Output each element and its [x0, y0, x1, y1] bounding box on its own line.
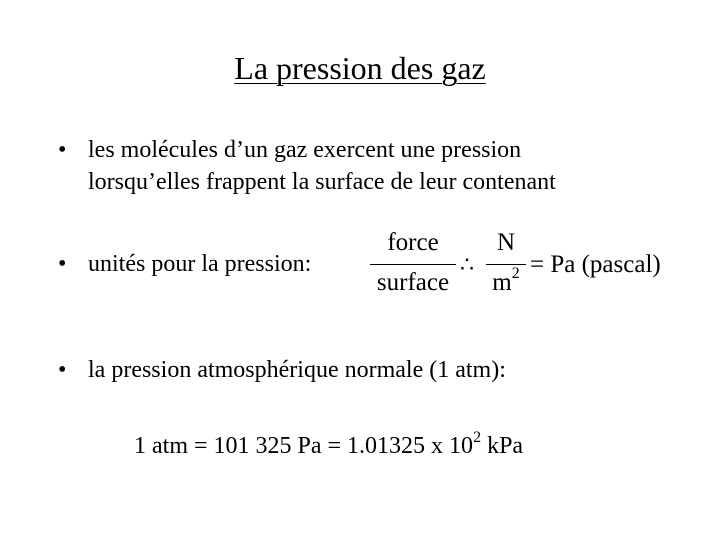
- bullet-line-1: les molécules d’un gaz exercent une pression: [88, 137, 522, 163]
- bullet-gas-pressure-definition: [58, 134, 698, 200]
- bullet-marker: •: [58, 357, 67, 383]
- fraction-numerator: N: [496, 229, 516, 256]
- denominator-base: m: [492, 269, 512, 296]
- equation-line: [134, 424, 523, 462]
- fraction-numerator: force: [387, 229, 439, 256]
- title-text: La pression des gaz: [234, 50, 486, 86]
- equation-main: 1 atm = 101 325 Pa = 1.01325 x 10: [134, 433, 474, 459]
- bullet-normal-atmospheric-pressure: [58, 354, 698, 386]
- bullet-marker: •: [58, 251, 67, 277]
- fraction-denominator: [486, 265, 526, 301]
- bullet-marker: •: [58, 137, 67, 163]
- bullet-text: unités pour la pression:: [88, 251, 312, 277]
- pascal-result: = Pa (pascal): [530, 251, 661, 278]
- equation-unit: kPa: [481, 433, 524, 459]
- newton-per-square-meter-fraction: [486, 228, 526, 304]
- therefore-symbol: ∴: [460, 252, 474, 277]
- bullet-text: la pression atmosphérique normale (1 atm):: [88, 357, 506, 383]
- fraction-bar: [486, 264, 526, 265]
- bullet-pressure-units: [58, 248, 368, 280]
- bullet-text: [88, 134, 556, 198]
- pressure-unit-formula: [370, 228, 690, 304]
- denominator-exponent: 2: [511, 265, 520, 282]
- fraction-denominator: surface: [376, 269, 450, 296]
- bullet-line-2: lorsqu’elles frappent la surface de leur contenant: [88, 169, 556, 195]
- equation-exponent: 2: [473, 429, 482, 446]
- slide-title: [0, 50, 720, 87]
- force-over-surface-fraction: [370, 228, 456, 304]
- fraction-bar: [370, 264, 456, 265]
